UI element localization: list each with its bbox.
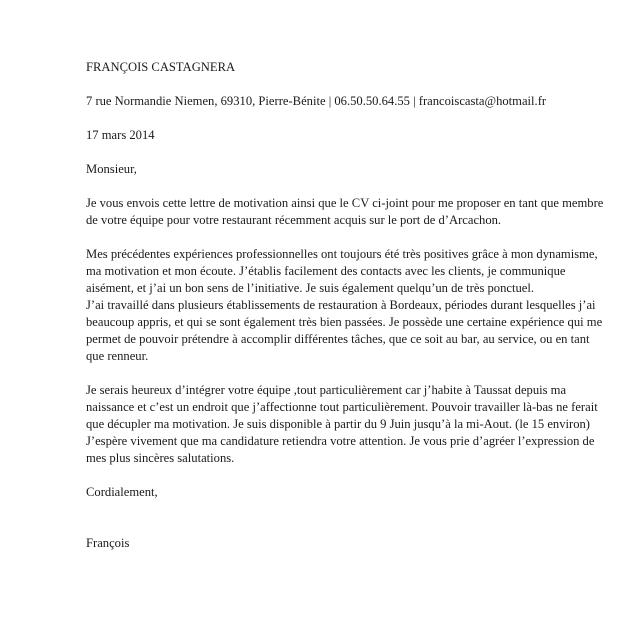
paragraph-line: que décupler ma motivation. Je suis disponible à partir du 9 Juin jusqu’à la mi-Aout. (le 15 environ) — [86, 417, 590, 431]
letter-date: 17 mars 2014 — [86, 128, 155, 142]
paragraph-line: que renneur. — [86, 349, 149, 363]
paragraph-line: aisément, et j’ai un bon sens de l’initiative. Je suis également quelqu’un de très ponctuel. — [86, 281, 535, 295]
paragraph-line: ma motivation et mon écoute. J’établis facilement des contacts avec les clients, je communique — [86, 264, 566, 278]
paragraph-line: permet de pouvoir prétendre à accomplir différentes tâches, que ce soit au bar, au service, ou en tant — [86, 332, 590, 346]
paragraph-motivation — [86, 382, 612, 467]
letter-body — [86, 59, 612, 552]
paragraph-line: de votre équipe pour votre restaurant récemment acquis sur le port de d’Arcachon. — [86, 213, 502, 227]
paragraph-line: mes plus sincères salutations. — [86, 451, 235, 465]
paragraph-intro — [86, 195, 612, 229]
paragraph-line: J’espère vivement que ma candidature retiendra votre attention. Je vous prie d’agréer l’expression de — [86, 434, 595, 448]
sender-contact: 7 rue Normandie Niemen, 69310, Pierre-Bénite | 06.50.50.64.55 | francoiscasta@hotmail.fr — [86, 94, 547, 108]
paragraph-line: Mes précédentes expériences professionnelles ont toujours été très positives grâce à mon dynamisme, — [86, 247, 598, 261]
paragraph-line: J’ai travaillé dans plusieurs établissements de restauration à Bordeaux, périodes durant lesquelles j’ai — [86, 298, 596, 312]
sender-name: FRANÇOIS CASTAGNERA — [86, 60, 236, 74]
signature: François — [86, 536, 130, 550]
salutation: Monsieur, — [86, 162, 137, 176]
paragraph-line: beaucoup appris, et qui se sont également très bien passées. Je possède une certaine expérience qui me — [86, 315, 603, 329]
paragraph-line: naissance et c’est un endroit que j’affectionne tout particulièrement. Pouvoir travailler là-bas ne ferait — [86, 400, 598, 414]
closing: Cordialement, — [86, 485, 158, 499]
paragraph-line: Je vous envois cette lettre de motivation ainsi que le CV ci-joint pour me proposer en tant que membre — [86, 196, 604, 210]
paragraph-line: Je serais heureux d’intégrer votre équipe ,tout particulièrement car j’habite à Taussat depuis ma — [86, 383, 567, 397]
paragraph-experience — [86, 246, 612, 365]
